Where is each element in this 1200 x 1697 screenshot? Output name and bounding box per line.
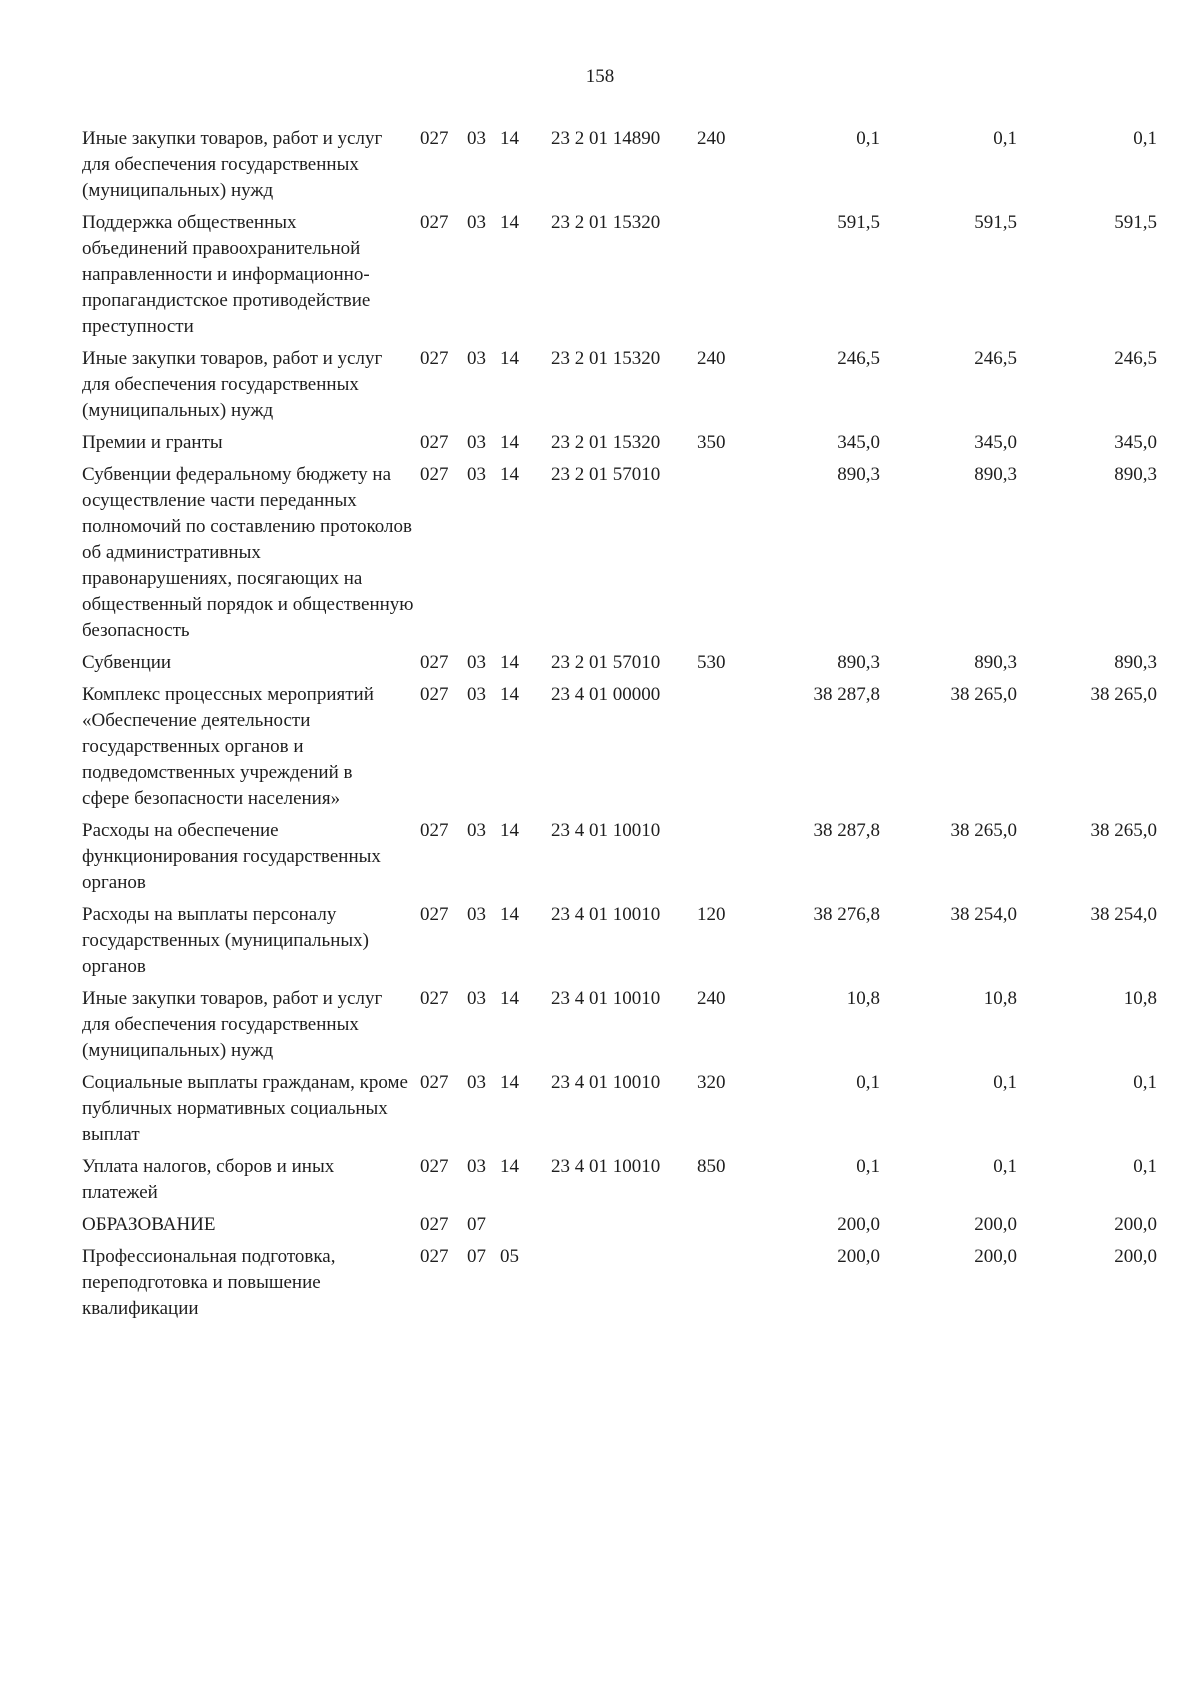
row-expense-type: 350 <box>697 432 726 453</box>
row-section: 03 <box>467 820 486 841</box>
row-amount-year1: 10,8 <box>846 988 880 1009</box>
row-name: Расходы на обеспечение функционирования государственных органов <box>82 820 381 893</box>
row-amount-year3: 0,1 <box>1133 1156 1157 1177</box>
row-amount-year3: 890,3 <box>1114 464 1157 485</box>
row-target-article: 23 2 01 57010 <box>551 652 661 673</box>
row-target-article: 23 4 01 00000 <box>551 684 661 705</box>
row-subsection: 14 <box>500 1156 519 1177</box>
row-section: 03 <box>467 348 486 369</box>
row-name: Уплата налогов, сборов и иных платежей <box>82 1156 335 1203</box>
row-amount-year1: 345,0 <box>837 432 880 453</box>
table-row <box>82 126 1200 204</box>
table-row <box>82 346 1200 424</box>
row-section: 03 <box>467 684 486 705</box>
row-amount-year3: 38 254,0 <box>1090 904 1157 925</box>
row-amount-year1: 0,1 <box>856 1072 880 1093</box>
row-amount-year1: 38 276,8 <box>813 904 880 925</box>
row-name: Субвенции федеральному бюджету на осуществление части переданных полномочий по составлению протоколов об административных правонарушениях, посягающих на общественный порядок и общественную безопасность <box>82 464 414 641</box>
row-gr: 027 <box>420 684 449 705</box>
row-amount-year1: 0,1 <box>856 1156 880 1177</box>
row-amount-year1: 200,0 <box>837 1246 880 1267</box>
row-subsection: 14 <box>500 128 519 149</box>
table-row <box>82 430 1200 456</box>
row-section: 03 <box>467 432 486 453</box>
row-amount-year3: 591,5 <box>1114 212 1157 233</box>
row-amount-year2: 10,8 <box>983 988 1017 1009</box>
row-target-article: 23 2 01 15320 <box>551 212 661 233</box>
row-expense-type: 850 <box>697 1156 726 1177</box>
row-subsection: 14 <box>500 432 519 453</box>
row-section: 03 <box>467 128 486 149</box>
table-row <box>82 986 1200 1064</box>
row-name: ОБРАЗОВАНИЕ <box>82 1214 216 1235</box>
row-name: Иные закупки товаров, работ и услуг для обеспечения государственных (муниципальных) нужд <box>82 128 383 201</box>
row-expense-type: 240 <box>697 988 726 1009</box>
row-amount-year2: 38 265,0 <box>950 684 1017 705</box>
row-gr: 027 <box>420 1246 449 1267</box>
row-section: 03 <box>467 1156 486 1177</box>
row-section: 07 <box>467 1246 486 1267</box>
row-name: Комплекс процессных мероприятий «Обеспечение деятельности государственных органов и подведомственных учреждений в сфере безопасности населения» <box>82 684 374 809</box>
row-subsection: 14 <box>500 684 519 705</box>
row-expense-type: 240 <box>697 128 726 149</box>
row-amount-year1: 890,3 <box>837 464 880 485</box>
row-amount-year2: 38 265,0 <box>950 820 1017 841</box>
row-target-article: 23 4 01 10010 <box>551 904 661 925</box>
row-expense-type: 240 <box>697 348 726 369</box>
row-target-article: 23 2 01 57010 <box>551 464 661 485</box>
row-name: Поддержка общественных объединений правоохранительной направленности и информационно-пропагандистское противодействие преступности <box>82 212 371 337</box>
row-expense-type: 530 <box>697 652 726 673</box>
row-subsection: 14 <box>500 652 519 673</box>
row-target-article: 23 4 01 10010 <box>551 1072 661 1093</box>
row-amount-year1: 200,0 <box>837 1214 880 1235</box>
row-section: 03 <box>467 1072 486 1093</box>
row-name: Социальные выплаты гражданам, кроме публичных нормативных социальных выплат <box>82 1072 408 1145</box>
budget-table <box>0 126 1200 1328</box>
row-gr: 027 <box>420 464 449 485</box>
row-amount-year1: 38 287,8 <box>813 820 880 841</box>
table-row <box>82 1154 1200 1206</box>
row-gr: 027 <box>420 1072 449 1093</box>
row-amount-year3: 38 265,0 <box>1090 684 1157 705</box>
row-gr: 027 <box>420 652 449 673</box>
row-target-article: 23 2 01 15320 <box>551 432 661 453</box>
row-amount-year3: 246,5 <box>1114 348 1157 369</box>
row-subsection: 14 <box>500 1072 519 1093</box>
row-section: 03 <box>467 904 486 925</box>
row-subsection: 14 <box>500 904 519 925</box>
table-row <box>82 1244 1200 1322</box>
row-target-article: 23 2 01 15320 <box>551 348 661 369</box>
row-amount-year2: 345,0 <box>974 432 1017 453</box>
row-amount-year2: 591,5 <box>974 212 1017 233</box>
row-gr: 027 <box>420 988 449 1009</box>
row-amount-year2: 38 254,0 <box>950 904 1017 925</box>
row-gr: 027 <box>420 432 449 453</box>
row-gr: 027 <box>420 128 449 149</box>
row-subsection: 14 <box>500 464 519 485</box>
row-gr: 027 <box>420 820 449 841</box>
row-amount-year1: 890,3 <box>837 652 880 673</box>
row-amount-year2: 0,1 <box>993 128 1017 149</box>
row-section: 03 <box>467 652 486 673</box>
row-amount-year2: 200,0 <box>974 1246 1017 1267</box>
row-amount-year3: 345,0 <box>1114 432 1157 453</box>
row-section: 03 <box>467 464 486 485</box>
row-amount-year2: 0,1 <box>993 1072 1017 1093</box>
row-amount-year3: 10,8 <box>1123 988 1157 1009</box>
row-section: 03 <box>467 212 486 233</box>
row-subsection: 14 <box>500 820 519 841</box>
row-amount-year3: 0,1 <box>1133 1072 1157 1093</box>
table-row <box>82 818 1200 896</box>
row-gr: 027 <box>420 212 449 233</box>
row-subsection: 14 <box>500 348 519 369</box>
row-target-article: 23 4 01 10010 <box>551 1156 661 1177</box>
row-expense-type: 320 <box>697 1072 726 1093</box>
row-amount-year3: 890,3 <box>1114 652 1157 673</box>
row-amount-year2: 246,5 <box>974 348 1017 369</box>
row-name: Иные закупки товаров, работ и услуг для обеспечения государственных (муниципальных) нужд <box>82 988 383 1061</box>
row-amount-year2: 200,0 <box>974 1214 1017 1235</box>
table-row <box>82 462 1200 644</box>
row-expense-type: 120 <box>697 904 726 925</box>
table-row <box>82 902 1200 980</box>
row-subsection: 14 <box>500 988 519 1009</box>
row-name: Иные закупки товаров, работ и услуг для обеспечения государственных (муниципальных) нужд <box>82 348 383 421</box>
row-gr: 027 <box>420 904 449 925</box>
row-amount-year1: 591,5 <box>837 212 880 233</box>
table-row <box>82 1070 1200 1148</box>
table-row <box>82 210 1200 340</box>
row-name: Субвенции <box>82 652 172 673</box>
row-target-article: 23 4 01 10010 <box>551 820 661 841</box>
row-gr: 027 <box>420 1214 449 1235</box>
row-amount-year2: 890,3 <box>974 464 1017 485</box>
row-section: 03 <box>467 988 486 1009</box>
table-row <box>82 1212 1200 1238</box>
row-amount-year1: 38 287,8 <box>813 684 880 705</box>
row-amount-year3: 38 265,0 <box>1090 820 1157 841</box>
row-target-article: 23 4 01 10010 <box>551 988 661 1009</box>
row-amount-year1: 0,1 <box>856 128 880 149</box>
row-amount-year2: 890,3 <box>974 652 1017 673</box>
table-row <box>82 650 1200 676</box>
table-row <box>82 682 1200 812</box>
row-target-article: 23 2 01 14890 <box>551 128 661 149</box>
page-number: 158 <box>585 66 615 87</box>
row-subsection: 05 <box>500 1246 519 1267</box>
row-name: Расходы на выплаты персоналу государственных (муниципальных) органов <box>82 904 369 977</box>
row-gr: 027 <box>420 348 449 369</box>
row-subsection: 14 <box>500 212 519 233</box>
row-amount-year1: 246,5 <box>837 348 880 369</box>
row-amount-year3: 200,0 <box>1114 1214 1157 1235</box>
row-name: Премии и гранты <box>82 432 223 453</box>
row-section: 07 <box>467 1214 486 1235</box>
row-name: Профессиональная подготовка, переподготовка и повышение квалификации <box>82 1246 336 1319</box>
row-amount-year3: 200,0 <box>1114 1246 1157 1267</box>
row-amount-year3: 0,1 <box>1133 128 1157 149</box>
row-gr: 027 <box>420 1156 449 1177</box>
row-amount-year2: 0,1 <box>993 1156 1017 1177</box>
